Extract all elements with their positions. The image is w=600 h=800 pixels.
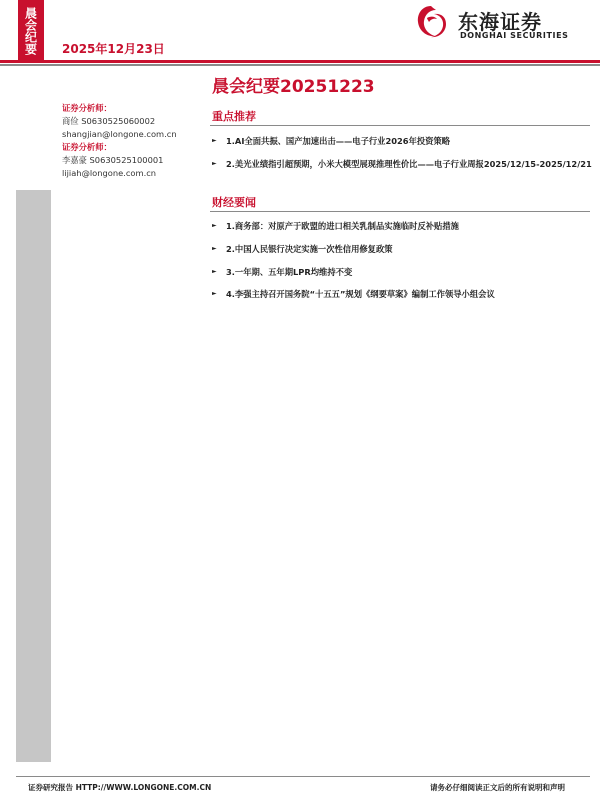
triangle-bullet-icon: ► — [212, 290, 217, 297]
logo-chinese-name: 东海证券 — [458, 10, 542, 34]
analyst-block — [62, 141, 202, 180]
list-item[interactable] — [212, 265, 594, 279]
triangle-bullet-icon: ► — [212, 245, 217, 252]
triangle-bullet-icon: ► — [212, 160, 217, 167]
triangle-bullet-icon: ► — [212, 268, 217, 275]
section-title-key-recommendations: 重点推荐 — [212, 110, 256, 123]
analyst-name: 李嘉豪 S0630525100001 — [62, 155, 164, 165]
list-item-text: 3.一年期、五年期LPR均维持不变 — [226, 267, 353, 277]
section-divider — [210, 125, 590, 126]
page-title: 晨会纪要20251223 — [212, 77, 375, 97]
list-item-text: 2.美光业绩指引超预期，小米大模型展现推理性价比——电子行业周报2025/12/15-2025/12/21 — [226, 159, 592, 169]
section-divider — [210, 211, 590, 212]
list-item[interactable] — [212, 157, 594, 171]
list-item[interactable] — [212, 242, 594, 256]
company-logo — [414, 4, 584, 44]
sidebar-gray-bar — [16, 190, 51, 762]
footer-divider — [16, 776, 590, 777]
list-item[interactable] — [212, 134, 594, 148]
analyst-label: 证券分析师： — [62, 142, 112, 152]
logo-english-name: DONGHAI SECURITIES — [460, 31, 569, 40]
donghai-logo-icon — [414, 4, 448, 40]
list-item-text: 4.李强主持召开国务院“十五五”规划《纲要草案》编制工作领导小组会议 — [226, 289, 495, 299]
header-red-rule — [0, 60, 600, 63]
analyst-email[interactable]: lijiah@longone.com.cn — [62, 168, 157, 178]
analyst-email[interactable]: shangjian@longone.com.cn — [62, 129, 177, 139]
list-item-text: 1.AI全面共振、国产加速出击——电子行业2026年投资策略 — [226, 136, 451, 146]
list-item-text: 1.商务部：对原产于欧盟的进口相关乳制品实施临时反补贴措施 — [226, 221, 459, 231]
triangle-bullet-icon: ► — [212, 222, 217, 229]
triangle-bullet-icon: ► — [212, 137, 217, 144]
report-type-tab: 晨会纪要 — [18, 0, 44, 62]
header-gray-rule — [0, 64, 600, 66]
analyst-block — [62, 102, 202, 141]
list-item-text: 2.中国人民银行决定实施一次性信用修复政策 — [226, 244, 393, 254]
section-title-financial-news: 财经要闻 — [212, 196, 256, 209]
list-item[interactable] — [212, 219, 594, 233]
analyst-name: 商俭 S0630525060002 — [62, 116, 156, 126]
footer-website[interactable]: 证券研究报告 HTTP://WWW.LONGONE.COM.CN — [28, 783, 212, 792]
report-date: 2025年12月23日 — [62, 42, 165, 56]
footer-disclaimer: 请务必仔细阅读正文后的所有说明和声明 — [430, 783, 565, 792]
analyst-info — [62, 102, 202, 180]
analyst-label: 证券分析师： — [62, 103, 112, 113]
list-item[interactable] — [212, 287, 594, 301]
